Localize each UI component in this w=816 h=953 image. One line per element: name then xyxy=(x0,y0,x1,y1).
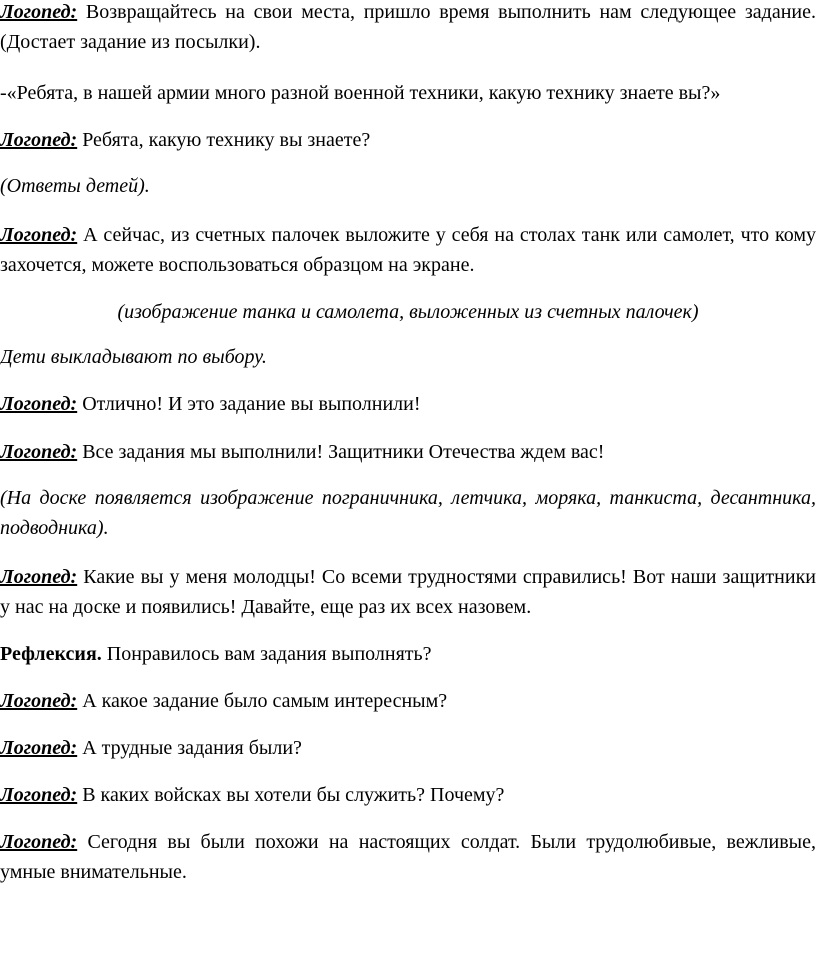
paragraph-text: (изображение танка и самолета, выложенных из счетных палочек) xyxy=(117,301,699,323)
paragraph-2 xyxy=(0,78,816,108)
paragraph-8 xyxy=(0,389,816,419)
paragraph-16 xyxy=(0,827,816,887)
paragraph-text: -«Ребята, в нашей армии много разной военной техники, какую технику знаете вы?» xyxy=(0,82,721,104)
paragraph-text: Ребята, какую технику вы знаете? xyxy=(77,129,371,151)
speaker-label: Логопед: xyxy=(0,129,78,151)
paragraph-1 xyxy=(0,0,816,57)
paragraph-9 xyxy=(0,437,816,467)
paragraph-text: (На доске появляется изображение пограничника, летчика, моряка, танкиста, десантника, подводника). xyxy=(0,487,816,539)
paragraph-13 xyxy=(0,686,816,716)
paragraph-text: А трудные задания были? xyxy=(77,737,302,759)
speaker-label: Логопед: xyxy=(0,737,78,759)
paragraph-text: Отлично! И это задание вы выполнили! xyxy=(77,393,421,415)
paragraph-text: Все задания мы выполнили! Защитники Отечества ждем вас! xyxy=(77,441,605,463)
speaker-label: Логопед: xyxy=(0,224,78,246)
speaker-label: Логопед: xyxy=(0,831,78,853)
paragraph-4 xyxy=(0,171,816,201)
speaker-label: Логопед: xyxy=(0,784,78,806)
paragraph-text: Сегодня вы были похожи на настоящих солдат. Были трудолюбивые, вежливые, умные внимательные. xyxy=(0,831,816,883)
speaker-label: Логопед: xyxy=(0,441,78,463)
paragraph-text: Возвращайтесь на свои места, пришло время выполнить нам следующее задание. (Достает задание из посылки). xyxy=(0,1,816,53)
paragraph-text: В каких войсках вы хотели бы служить? Почему? xyxy=(77,784,505,806)
paragraph-7 xyxy=(0,342,816,372)
paragraph-text: Понравилось вам задания выполнять? xyxy=(101,643,432,665)
paragraph-3 xyxy=(0,125,816,155)
paragraph-text: Дети выкладывают по выбору. xyxy=(0,346,267,368)
reflection-label: Рефлексия. xyxy=(0,643,102,665)
paragraph-text: А какое задание было самым интересным? xyxy=(77,690,448,712)
paragraph-10 xyxy=(0,483,816,543)
speaker-label: Логопед: xyxy=(0,393,78,415)
paragraph-text: Какие вы у меня молодцы! Со всеми трудностями справились! Вот наши защитники у нас на доске и появились! Давайте, еще раз их всех назовем. xyxy=(0,566,816,618)
paragraph-11 xyxy=(0,562,816,622)
paragraph-text: А сейчас, из счетных палочек выложите у себя на столах танк или самолет, что кому захочется, можете воспользоваться образцом на экране. xyxy=(0,224,816,276)
speaker-label: Логопед: xyxy=(0,1,78,23)
paragraph-text: (Ответы детей). xyxy=(0,175,150,197)
paragraph-15 xyxy=(0,780,816,810)
paragraph-6 xyxy=(0,297,816,327)
paragraph-5 xyxy=(0,220,816,280)
speaker-label: Логопед: xyxy=(0,690,78,712)
paragraph-12 xyxy=(0,639,816,669)
paragraph-14 xyxy=(0,733,816,763)
speaker-label: Логопед: xyxy=(0,566,78,588)
